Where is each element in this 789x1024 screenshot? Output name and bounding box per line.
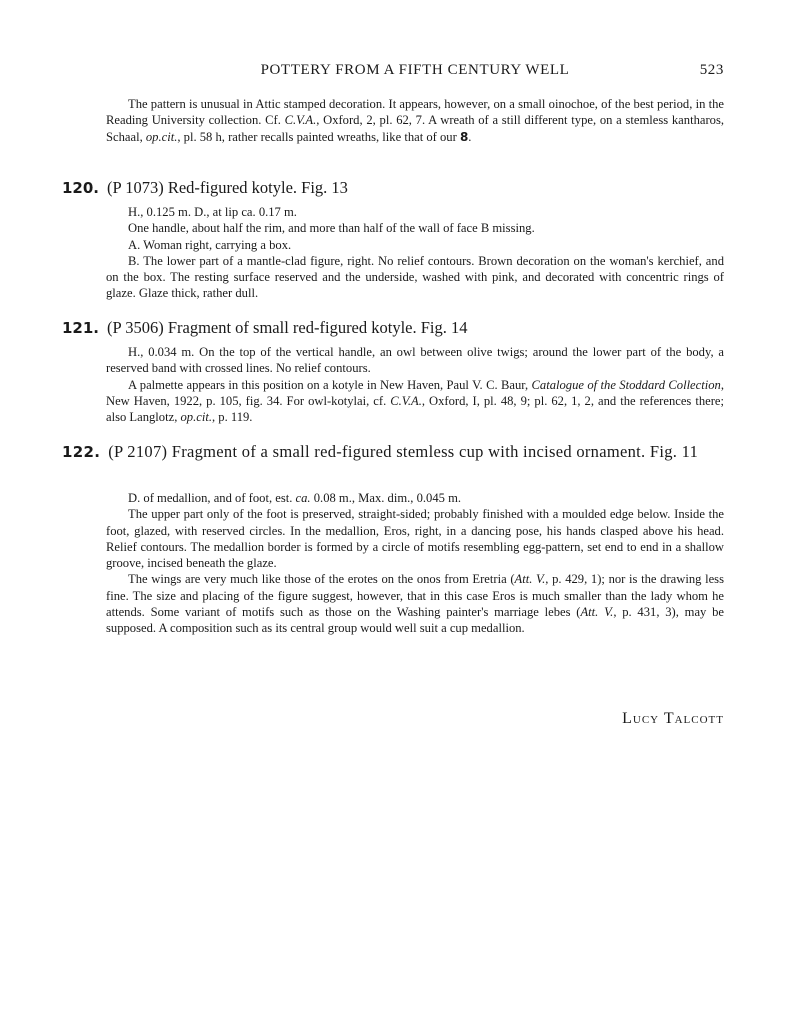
entry-paragraph: H., 0.125 m. D., at lip ca. 0.17 m. <box>128 205 297 219</box>
page-number: 523 <box>699 62 724 78</box>
entry-paragraph: B. The lower part of a mantle-clad figure, right. No relief contours. Brown decoration on the woman's kerchief, and on the box. The resting surface reserved and the underside, washed with pink, and decorated with concentric rings of glaze. Glaze thick, rather dull. <box>106 253 724 301</box>
text-run: The wings are very much like those of the erotes on the onos from Eretria ( <box>128 572 515 587</box>
text-run: , Oxford, 2, pl. 62, 7. A wreath of a still different type, on a stemless kantharos, Schaal, <box>106 113 724 144</box>
entry-number: 121. <box>62 319 100 337</box>
running-head <box>106 62 724 80</box>
author-signature: Lucy Talcott <box>622 710 724 727</box>
entry-paragraph <box>106 490 724 506</box>
citation-italic: Catalogue of the Stoddard Collection <box>531 377 721 392</box>
entry-number: 122. <box>62 443 101 461</box>
text-run: , p. 429, 1); nor is the drawing less fine. The size and placing of the figure suggest, however, that in this case Eros is much smaller than the lady whom he attends. Some variant of motifs such as those on the Washing painter's marriage lebes ( <box>106 572 724 620</box>
text-run: D. of medallion, and of foot, est. <box>128 491 296 505</box>
text-run: 0.08 m., Max. dim., 0.045 m. <box>310 491 462 505</box>
text-run: The pattern is unusual in Attic stamped decoration. It appears, however, on a small oinochoe, of the best period, in the Reading University collection. Cf. <box>106 97 724 128</box>
entry-paragraph: H., 0.034 m. On the top of the vertical handle, an owl between olive twigs; around the lower part of the body, a reserved band with crossed lines. No relief contours. <box>106 345 724 376</box>
catalogue-reference: 8 <box>459 129 469 144</box>
running-title: POTTERY FROM A FIFTH CENTURY WELL <box>260 62 570 78</box>
entry-paragraph: One handle, about half the rim, and more than half of the wall of face B missing. <box>128 221 535 236</box>
citation-italic: op.cit. <box>180 410 212 425</box>
citation-italic: ca. <box>295 491 311 505</box>
entry-paragraph: The upper part only of the foot is preserved, straight-sided; probably finished with a moulded edge below. Inside the foot, glazed, with reserved circles. In the medallion, Eros, right, in a dancing pose, his hands clasped above his head. Relief contours. The medallion border is formed by a circle of motifs resembling egg-pattern, set end to end in a shallow groove, incised beneath the glaze. <box>106 507 724 571</box>
citation-italic: Att. V. <box>514 572 546 587</box>
entry-number: 120. <box>62 179 100 197</box>
intro-paragraph <box>106 96 724 145</box>
entry-heading-121 <box>62 318 724 338</box>
entry-heading-122 <box>62 442 724 462</box>
entry-paragraph: A. Woman right, carrying a box. <box>128 237 292 252</box>
entry-title: (P 2107) Fragment of a small red-figured stemless cup with incised ornament. Fig. 11 <box>108 442 699 461</box>
citation-italic: C.V.A. <box>390 393 422 408</box>
entry-body-120 <box>106 204 724 302</box>
entry-paragraph <box>106 571 724 636</box>
text-run: , Oxford, I, pl. 48, 9; pl. 62, 1, 2, and the references there; also Langlotz, <box>106 393 724 425</box>
text-run: , New Haven, 1922, p. 105, fig. 34. For owl-kotylai, cf. <box>106 377 724 408</box>
entry-title: (P 1073) Red-figured kotyle. Fig. 13 <box>107 178 348 197</box>
entry-title: (P 3506) Fragment of small red-figured kotyle. Fig. 14 <box>107 318 468 337</box>
text-run: , pl. 58 h, rather recalls painted wreaths, like that of our <box>177 129 460 144</box>
citation-italic: C.V.A. <box>284 113 317 128</box>
text-run: . <box>468 129 472 144</box>
text-run: , p. 119. <box>211 410 253 425</box>
citation-italic: op.cit. <box>145 129 178 144</box>
entry-paragraph <box>106 377 724 426</box>
entry-body-122 <box>106 490 724 637</box>
text-run: A palmette appears in this position on a kotyle in New Haven, Paul V. C. Baur, <box>128 377 532 392</box>
entry-body-121 <box>106 344 724 425</box>
entry-heading-120 <box>62 178 724 198</box>
text-run: , p. 431, 3), may be supposed. A composition such as its central group would well suit a cup medallion. <box>106 605 724 636</box>
citation-italic: Att. V. <box>580 605 614 620</box>
